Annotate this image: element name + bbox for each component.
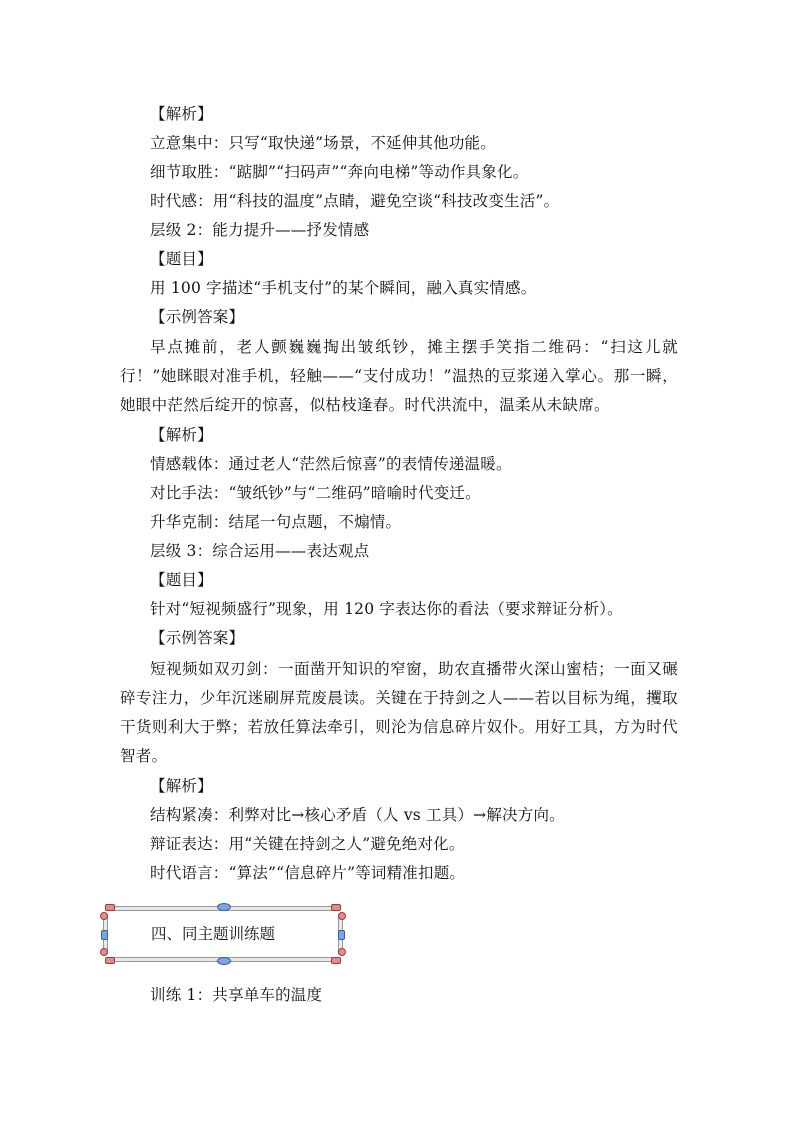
frame-corner-handle[interactable]	[331, 904, 341, 911]
level-heading-2: 层级 2：能力提升——抒发情感	[150, 221, 370, 239]
section-title-frame[interactable]	[103, 906, 343, 962]
analysis-point: 时代感：用“科技的温度”点睛，避免空谈“科技改变生活”。	[150, 192, 560, 210]
analysis-heading-2: 【解析】	[150, 426, 213, 444]
frame-corner-handle[interactable]	[100, 948, 108, 956]
frame-left-handle[interactable]	[101, 930, 108, 940]
frame-corner-handle[interactable]	[338, 912, 346, 920]
frame-corner-handle[interactable]	[331, 957, 341, 964]
question-text: 用 100 字描述“手机支付”的某个瞬间，融入真实情感。	[150, 279, 537, 297]
analysis-point: 细节取胜：“踮脚”“扫码声”“奔向电梯”等动作具象化。	[150, 163, 529, 181]
frame-right-handle[interactable]	[338, 930, 345, 940]
frame-corner-handle[interactable]	[105, 904, 115, 911]
frame-bottom-handle[interactable]	[217, 957, 231, 965]
question-heading: 【题目】	[150, 571, 213, 589]
frame-corner-handle[interactable]	[105, 957, 115, 964]
question-text: 针对“短视频盛行”现象，用 120 字表达你的看法（要求辩证分析）。	[150, 600, 623, 618]
frame-corner-handle[interactable]	[338, 948, 346, 956]
sample-answer-heading: 【示例答案】	[150, 308, 245, 326]
analysis-point: 结构紧凑：利弊对比→核心矛盾（人 vs 工具）→解决方向。	[150, 806, 565, 824]
sample-answer-paragraph: 早点摊前，老人颤巍巍掏出皱纸钞，摊主摆手笑指二维码：“扫这儿就行！”她眯眼对准手机，轻触——“支付成功！”温热的豆浆递入掌心。那一瞬，她眼中茫然后绽开的惊喜，似枯枝逢春。时代洪流中，温柔从未缺席。	[120, 338, 678, 414]
training-item-title: 训练 1：共享单车的温度	[150, 986, 323, 1004]
sample-answer-paragraph: 短视频如双刃剑：一面凿开知识的窄窗，助农直播带火深山蜜桔；一面又碾碎专注力，少年沉迷刷屏荒废晨读。关键在于持剑之人——若以目标为绳，攫取干货则利大于弊；若放任算法牵引，则沦为信息碎片奴仆。用好工具，方为时代智者。	[120, 660, 678, 765]
analysis-point: 对比手法：“皱纸钞”与“二维码”暗喻时代变迁。	[150, 484, 481, 502]
frame-corner-handle[interactable]	[100, 912, 108, 920]
analysis-point: 时代语言：“算法”“信息碎片”等词精准扣题。	[150, 864, 466, 882]
level-heading-3: 层级 3：综合运用——表达观点	[150, 542, 370, 560]
frame-top-handle[interactable]	[217, 903, 231, 911]
analysis-point: 辩证表达：用“关键在持剑之人”避免绝对化。	[150, 835, 465, 853]
analysis-heading-3: 【解析】	[150, 777, 213, 795]
sample-answer-heading: 【示例答案】	[150, 629, 245, 647]
analysis-point: 升华克制：结尾一句点题，不煽情。	[150, 513, 402, 531]
section-title: 四、同主题训练题	[151, 925, 276, 943]
question-heading: 【题目】	[150, 250, 213, 268]
analysis-point: 立意集中：只写“取快递”场景，不延伸其他功能。	[150, 134, 496, 152]
analysis-heading-1: 【解析】	[150, 105, 213, 123]
analysis-point: 情感载体：通过老人“茫然后惊喜”的表情传递温暖。	[150, 455, 512, 473]
